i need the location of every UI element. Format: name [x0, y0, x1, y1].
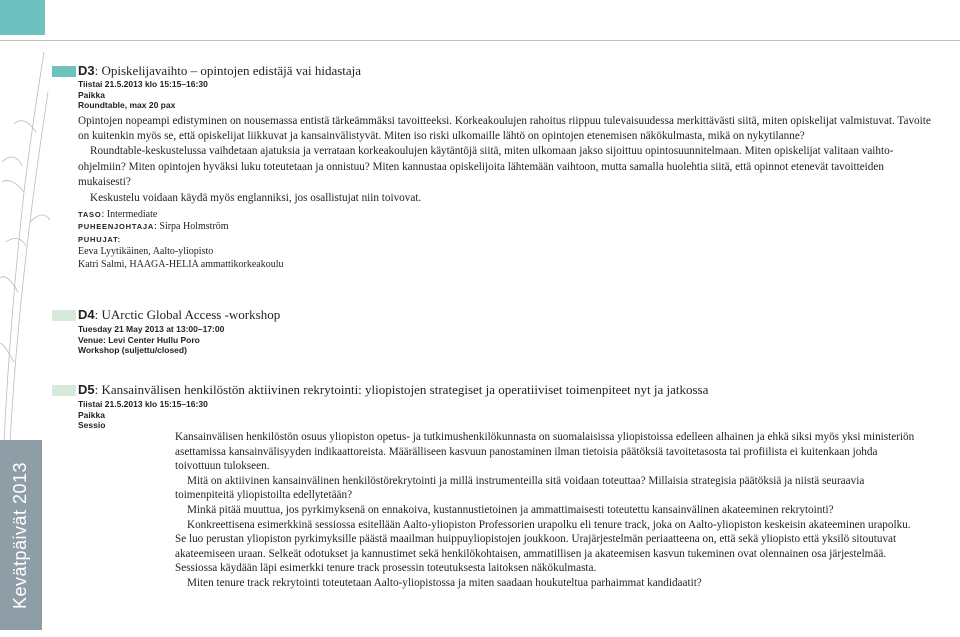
paragraph: Minkä pitää muuttua, jos pyrkimyksenä on ennakoiva, kustannustietoinen ja ammattimaisesti toteutettu kansainvälinen akateeminen rekrytointi?	[187, 503, 834, 516]
paragraph: Mitä on aktiivinen kansainvälinen henkilöstörekrytointi ja millä instrumenteilla sitä voidaan toteuttaa? Millaisia strategisia päätöksiä ja niistä seuraavia toimenpiteitä yliopistoilta edellytetään?	[175, 474, 865, 502]
speaker: Eeva Lyytikäinen, Aalto-yliopisto	[78, 246, 214, 258]
side-title-vertical: Kevätpäivät 2013	[10, 461, 31, 609]
session-meta	[78, 324, 938, 356]
session-date: Tiistai 21.5.2013 klo 15:15–16:30	[78, 79, 208, 89]
session-location: Paikka	[78, 409, 105, 420]
paragraph: Kansainvälisen henkilöstön osuus yliopiston opetus- ja tutkimushenkilökunnasta on suomalaisissa yliopistoissa edelleen alhainen ja ehkä siksi myös yksi ministeriön asettamissa kansainvälisyyden indikaattoreista. Määrälliseen kasvuun panostaminen ilman tietoisia päätöksiä tavoitetasosta tai profiilista ei kuitenkaan johda toivottuun tulokseen.	[175, 431, 915, 473]
chair-line: PUHEENJOHTAJA: Sirpa Holmström	[78, 221, 229, 233]
session-marker-light	[52, 310, 76, 321]
session-location: Venue: Levi Center Hullu Poro	[78, 334, 200, 345]
session-meta	[78, 79, 938, 111]
session-format: Roundtable, max 20 pax	[78, 100, 176, 110]
session-d3	[78, 62, 938, 271]
session-date: Tuesday 21 May 2013 at 13:00–17:00	[78, 324, 225, 334]
header-rule	[0, 40, 960, 41]
session-format: Workshop (suljettu/closed)	[78, 345, 187, 355]
paragraph: Roundtable-keskustelussa vaihdetaan ajatuksia ja verrataan korkeakoulujen käytäntöjä siitä, miten ulkomaan jakso sijoittuu opintosuunnitelmaan. Miten opiskelijat valitaan vaihto-ohjelmiin? Miten opintojen hyväksi luku toteutetaan ja onnistuu? Miten kannustaa opiskelijoita lähtemään vaihtoon, mutta samalla huolehtia siitä, että opinnot etenevät tavoitteiden mukaisesti?	[78, 145, 894, 189]
session-date: Tiistai 21.5.2013 klo 15:15–16:30	[78, 399, 208, 409]
session-marker-teal	[52, 66, 76, 77]
session-d5	[78, 381, 938, 431]
session-d5-description	[175, 430, 915, 591]
session-meta	[78, 399, 938, 431]
decorative-plant-illustration	[0, 42, 50, 442]
session-location: Paikka	[78, 89, 105, 100]
paragraph: Keskustelu voidaan käydä myös englanniksi, jos osallistujat niin toivovat.	[90, 191, 422, 204]
speakers-label-line: PUHUJAT:	[78, 234, 121, 244]
session-title: D3: Opiskelijavaihto – opintojen edistäjä vai hidastaja	[78, 63, 362, 78]
session-title: D5: Kansainvälisen henkilöstön aktiivinen rekrytointi: yliopistojen strategiset ja operatiiviset toimenpiteet nyt ja jatkossa	[78, 382, 709, 397]
speaker: Katri Salmi, HAAGA-HELIA ammattikorkeakoulu	[78, 258, 284, 270]
session-description	[78, 114, 938, 206]
session-details	[78, 209, 938, 272]
session-title: D4: UArctic Global Access -workshop	[78, 307, 281, 322]
level-line: TASO: Intermediate	[78, 208, 158, 220]
session-format: Sessio	[78, 420, 106, 430]
paragraph: Opintojen nopeampi edistyminen on nousemassa entistä tärkeämmäksi tavoitteeksi. Korkeakoulujen rahoitus riippuu tulevaisuudessa merkittävästi siitä, miten opiskelijat valmistuvat. Tavoite on kuitenkin myös se, että opiskelijat liikkuvat ja kansainvälistyvät. Miten iso riski ulkomaille lähtö on opintojen etenemisen näkökulmasta, mikä on nykytilanne?	[78, 114, 931, 142]
session-d4	[78, 306, 938, 356]
corner-accent-square	[0, 0, 45, 35]
paragraph: Miten tenure track rekrytointi toteutetaan Aalto-yliopistossa ja miten saadaan houkuteltua parhaimmat kandidaatit?	[187, 576, 702, 589]
session-marker-light	[52, 385, 76, 396]
paragraph: Konkreettisena esimerkkinä sessiossa esitellään Aalto-yliopiston Professorien urapolku eli tenure track, joka on Aalto-yliopiston keskeisin akateeminen urapolku. Se luo perustan yliopiston pyrkimyksille päästä maailman huippuyliopistojen joukkoon. Urajärjestelmän periaatteena on, että sekä yliopisto että yksilö sitoutuvat akateemiseen uraan. Selkeät odotukset ja kannustimet sekä henkilökohtaisen, ammatillisen ja akateemisen kasvun tukeminen ovat olennainen osa järjestelmää. Sessiossa käydään läpi esimerkki tenure track prosessin toteutuksesta laitoksen näkökulmasta.	[175, 518, 911, 575]
